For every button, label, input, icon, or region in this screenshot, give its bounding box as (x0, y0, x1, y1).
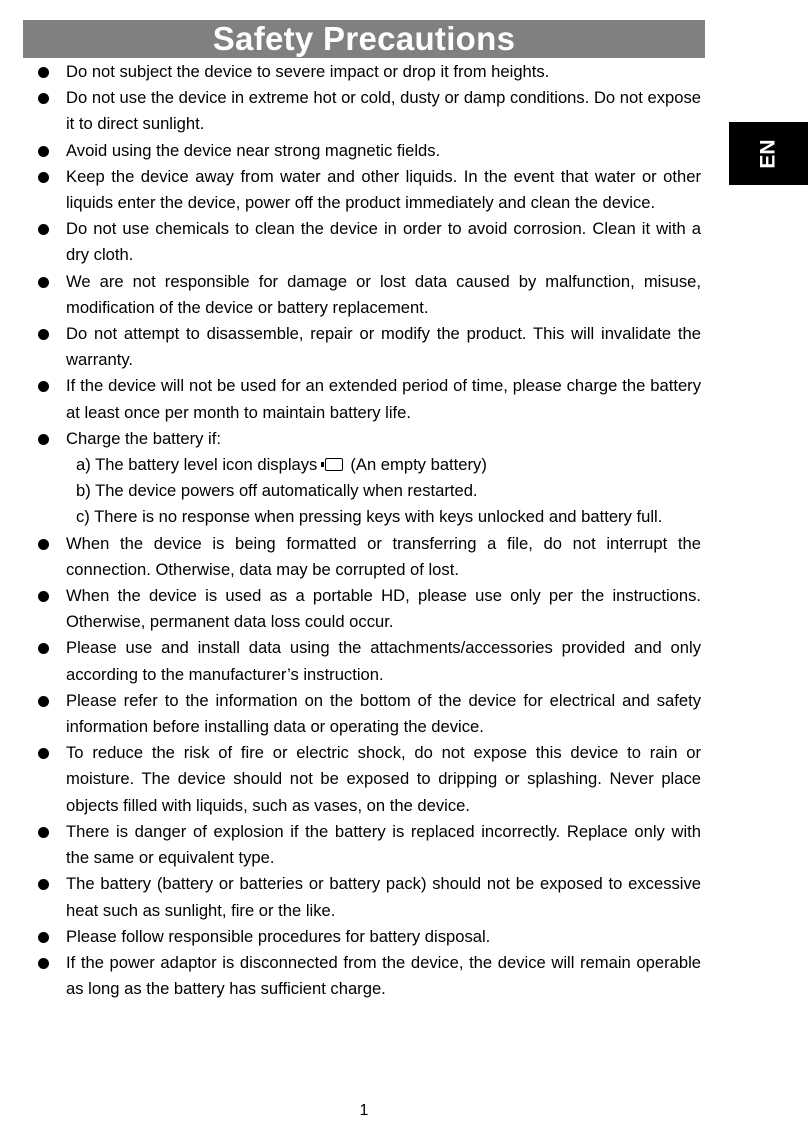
precautions-list (34, 59, 701, 1002)
bullet-icon (38, 146, 49, 157)
title-bar (23, 20, 705, 58)
list-item (34, 321, 701, 373)
list-item (34, 583, 701, 635)
list-item (34, 216, 701, 268)
item-text: When the device is being formatted or transferring a file, do not interrupt the connection. Otherwise, data may be corrupted of lost. (66, 533, 701, 579)
list-item (34, 138, 701, 164)
charge-condition-a (34, 452, 701, 478)
item-text: When the device is used as a portable HD, please use only per the instructions. Otherwise, permanent data loss could occur. (66, 586, 701, 632)
bullet-icon (38, 879, 49, 890)
bullet-icon (38, 434, 49, 445)
list-item (34, 531, 701, 583)
item-text: Please use and install data using the attachments/accessories provided and only according to the manufacturer’s instruction. (66, 638, 701, 684)
item-text: We are not responsible for damage or lost data caused by malfunction, misuse, modification of the device or battery replacement. (66, 271, 701, 317)
item-text: Do not subject the device to severe impact or drop it from heights. (66, 62, 550, 81)
charge-condition-a-suffix: (An empty battery) (350, 455, 487, 475)
list-item (34, 373, 701, 425)
item-text: Avoid using the device near strong magnetic fields. (66, 140, 441, 160)
item-text: Do not use the device in extreme hot or cold, dusty or damp conditions. Do not expose it to direct sunlight. (66, 88, 701, 134)
list-item (34, 426, 701, 452)
empty-battery-icon (325, 458, 343, 471)
list-item (34, 635, 701, 687)
bullet-icon (38, 277, 49, 288)
bullet-icon (38, 696, 49, 707)
item-text: The battery (battery or batteries or battery pack) should not be exposed to excessive heat such as sunlight, fire or the like. (66, 874, 701, 920)
page-number: 1 (359, 1102, 369, 1119)
bullet-icon (38, 932, 49, 943)
list-item (34, 59, 701, 85)
item-text: Do not attempt to disassemble, repair or modify the product. This will invalidate the warranty. (66, 324, 701, 370)
bullet-icon (38, 172, 49, 183)
bullet-icon (38, 224, 49, 235)
bullet-icon (38, 643, 49, 654)
list-item (34, 269, 701, 321)
charge-condition-c: c) There is no response when pressing keys with keys unlocked and battery full. (76, 507, 663, 527)
item-text: If the device will not be used for an extended period of time, please charge the battery at least once per month to maintain battery life. (66, 376, 701, 422)
item-text: There is danger of explosion if the battery is replaced incorrectly. Replace only with the same or equivalent type. (66, 821, 701, 868)
bullet-icon (38, 958, 49, 969)
item-text: Please refer to the information on the bottom of the device for electrical and safety information before installing data or operating the device. (66, 690, 701, 737)
list-item (34, 819, 701, 871)
bullet-icon (38, 748, 49, 759)
bullet-icon (38, 827, 49, 838)
list-item (34, 950, 701, 1002)
list-item (34, 85, 701, 137)
list-item (34, 740, 701, 819)
list-item (34, 688, 701, 740)
bullet-icon (38, 381, 49, 392)
bullet-icon (38, 93, 49, 104)
item-text: Keep the device away from water and other liquids. In the event that water or other liquids enter the device, power off the product immediately and clean the device. (66, 166, 701, 213)
item-text: Do not use chemicals to clean the device in order to avoid corrosion. Clean it with a dry cloth. (66, 219, 701, 265)
bullet-icon (38, 329, 49, 340)
bullet-icon (38, 67, 49, 78)
list-item (34, 924, 701, 950)
bullet-icon (38, 539, 49, 550)
charge-condition-b: b) The device powers off automatically when restarted. (76, 481, 478, 501)
language-tab (729, 122, 808, 185)
charge-condition-a-prefix: a) The battery level icon displays (76, 455, 318, 475)
item-text: Charge the battery if: (66, 428, 221, 448)
list-item (34, 871, 701, 923)
item-text: To reduce the risk of fire or electric shock, do not expose this device to rain or moisture. The device should not be exposed to dripping or splashing. Never place objects filled with liquids, such as vases, on the device. (66, 743, 701, 815)
item-text: If the power adaptor is disconnected from the device, the device will remain operable as long as the battery has sufficient charge. (66, 952, 701, 999)
bullet-icon (38, 591, 49, 602)
language-tab-label: EN (756, 138, 780, 169)
page-title: Safety Precautions (212, 20, 516, 57)
list-item (34, 164, 701, 216)
item-text: Please follow responsible procedures for battery disposal. (66, 926, 491, 946)
